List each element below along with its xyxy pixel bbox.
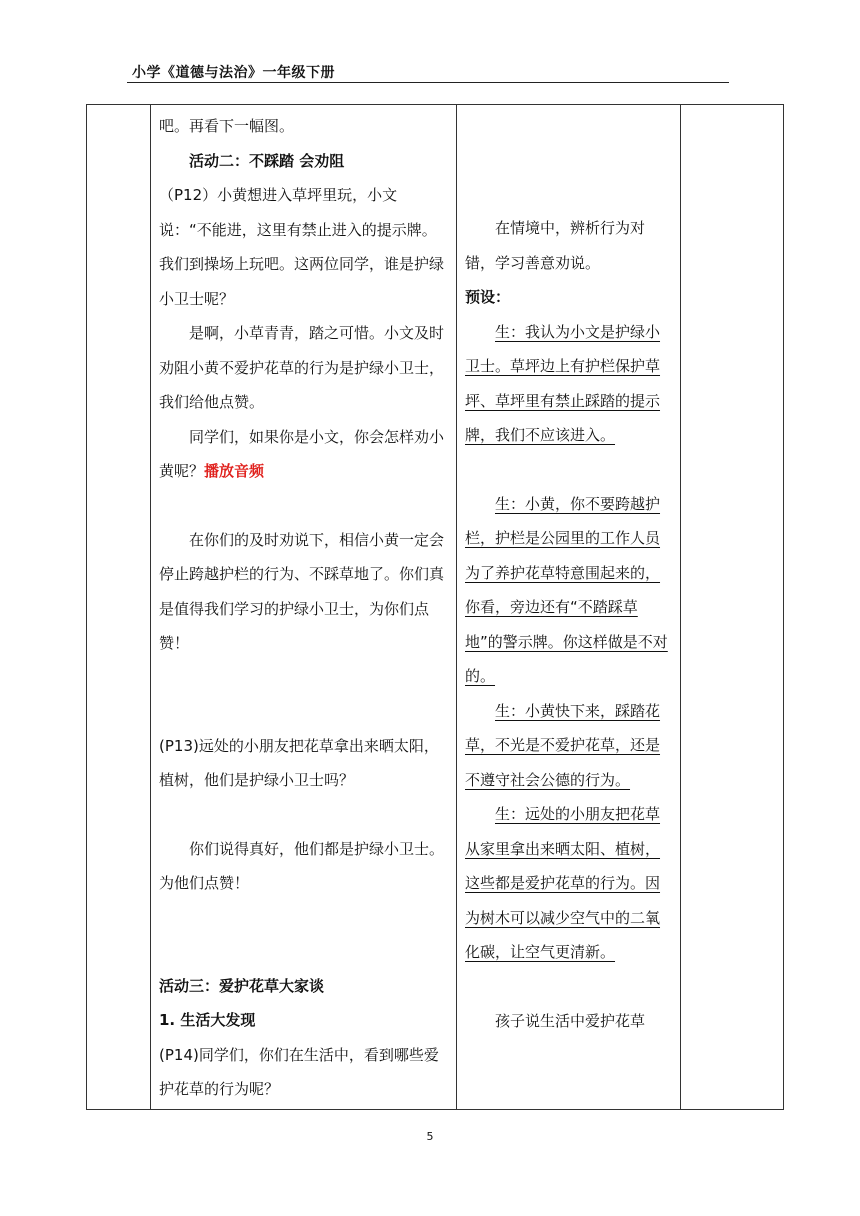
- teacher-question: 同学们，如果你是小文，你会怎样劝小黄呢？: [159, 427, 445, 480]
- spacer: [159, 935, 448, 969]
- teacher-text-1: 吧。再看下一幅图。: [159, 117, 295, 135]
- column-teacher-activity: [151, 105, 457, 1110]
- activity-two-heading: 活动二：不踩踏 会劝阻: [189, 151, 345, 170]
- column-blank-right: [681, 105, 784, 1110]
- student-answer-4: 生：远处的小朋友把花草从家里拿出来晒太阳、植树，这些都是爱护花草的行为。因为树木可以减少空气中的二氧化碳，让空气更清新。: [465, 805, 661, 961]
- teacher-text-7: 你们说得真好，他们都是护绿小卫士。为他们点赞！: [159, 839, 445, 892]
- teacher-text-2: （P12）小黄想进入草坪里玩，小文说：“不能进，这里有禁止进入的提示牌。我们到操场上玩吧。这两位同学，谁是护绿小卫士呢？: [159, 186, 445, 308]
- play-audio-label: 播放音频: [204, 462, 265, 480]
- spacer: [465, 453, 672, 487]
- spacer: [159, 661, 448, 695]
- preset-label: 预设：: [465, 288, 511, 306]
- spacer: [159, 798, 448, 832]
- lesson-table: [86, 104, 784, 1110]
- spacer: [465, 143, 672, 177]
- student-answer-3: 生：小黄快下来，踩踏花草，不光是不爱护花草，还是不遵守社会公德的行为。: [465, 701, 661, 789]
- student-answer-2: 生：小黄，你不要跨越护栏，护栏是公园里的工作人员为了养护花草特意围起来的，你看，旁边还有“不踏踩草地”的警示牌。你这样做是不对的。: [465, 494, 668, 685]
- activity-three-heading: 活动三：爱护花草大家谈: [159, 976, 325, 995]
- column-student-activity: [457, 105, 681, 1110]
- spacer: [159, 901, 448, 935]
- teacher-text-6: (P13)远处的小朋友把花草拿出来晒太阳，植树，他们是护绿小卫士吗？: [159, 736, 439, 789]
- design-intent-text: 在情境中，辨析行为对错，学习善意劝说。: [465, 219, 646, 272]
- spacer: [159, 695, 448, 729]
- student-tail-text: 孩子说生活中爱护花草: [495, 1011, 646, 1030]
- teacher-text-5: 在你们的及时劝说下，相信小黄一定会停止跨越护栏的行为、不踩草地了。你们真是值得我们学习的护绿小卫士，为你们点赞！: [159, 530, 445, 652]
- teacher-text-3: 是啊，小草青青，踏之可惜。小文及时劝阻小黄不爱护花草的行为是护绿小卫士，我们给他点赞。: [159, 324, 445, 411]
- teacher-text-4: [159, 420, 448, 489]
- sub-heading-life-discovery: 1. 生活大发现: [159, 1011, 256, 1029]
- page-number: 5: [426, 1130, 434, 1143]
- spacer: [465, 177, 672, 211]
- spacer: [465, 970, 672, 1004]
- student-answer-1: 生：我认为小文是护绿小卫士。草坪边上有护栏保护草坪、草坪里有禁止踩踏的提示牌，我们不应该进入。: [465, 322, 661, 444]
- spacer: [465, 109, 672, 143]
- header-divider: [127, 82, 729, 83]
- teacher-text-8: (P14)同学们，你们在生活中，看到哪些爱护花草的行为呢？: [159, 1045, 439, 1098]
- column-blank-left: [87, 105, 151, 1110]
- page-header-title: 小学《道德与法治》一年级下册: [132, 65, 335, 81]
- spacer: [159, 489, 448, 523]
- table-row: [87, 105, 784, 1110]
